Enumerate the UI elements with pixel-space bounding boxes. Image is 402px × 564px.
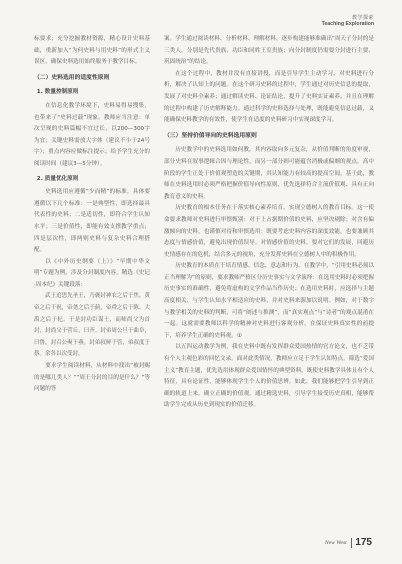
paragraph: 历史教育的本质在于培育情感、信念、意志和行为。在教学中，“引用史料必须以正当理解为”的原则，要求教师严格区分历史事实与文学演绎：在选用史料时必须把握历史事实的准确性，避免将虚构的文学作品当作历史；在选用史料时，应选择与主题高度相关、与学生认知水平相适应的史料，并对史料来源加以说明。例如，对于数字与教学相关的史料的判断，可将“阐述与推测”，而“真实观点”与“诗者”的观点混淆在一起。这就需要教师以科学的精神对史料进行客观分析，在保证史料真实性的前提下，培养学生正确的史料观。① (164, 263, 374, 339)
paragraph: 史料选用应遵循“少而精”的标准，具体要遵循以下几个标准：一是典型性，即选择最具代表性的史料；二是适切性，即符合学生认知水平；三是价值性，即能有效支撑教学重点；四是层次性，即两则史料与复杂史料合理搭配。 (34, 189, 150, 254)
page-number: 175 (355, 537, 372, 548)
paragraph: 以《中外历史纲要（上）》“早期中华文明”专题为例，涉及分封制度内容，精选《史记·周本纪》关键段落： (34, 258, 150, 288)
page-header (322, 16, 374, 27)
section-heading: （三）坚持价值导向的史料选用原则 (164, 132, 257, 139)
left-column (34, 34, 150, 396)
section-title-cn: 教学探索 (351, 15, 374, 21)
paragraph: 在信息化教学环境下，史料易得易搜集，也带来了“史料过载”现象。教师应当注意：单次呈现的史料篇幅不宜过长，以200—300字为宜；关键史料需放大字体（建议不小于24号字）；重点内容应做标注提示；给予学生充分的阅读时间（建议3—5分钟）。 (34, 102, 150, 167)
paragraph: 以五四运动教学为例，我在史料中既有发挥群众爱国热情的官方论文，也不乏带有个人主观色彩的回忆文录。面对此类情况，教师应立足于学生认知特点，筛选“爱国主义”教育主题，优先选用体现群众爱国情怀的典型资料，既使史料教学具体且有个人特征，具有论证性，能够体现学生个人的价值思辨。如此，我们能够把学生引导到正确的轨道上来，确立正确的价值观，通过精选史料，引导学生接受历史真相，能够帮助学生完成从历史到现实的价值迁移。 (164, 344, 374, 409)
subsection-heading: 2. 质量优化原则 (36, 175, 79, 182)
paragraph: 案。学生通过阅读材料、分析材料、理解材料，逐步构建能够准确出“周天子分封的是三类人，分别是先代贵族、功臣和同姓王室贵族；向分封制度仍需要分封进行主要、巩固统治”的结论。 (164, 36, 374, 66)
paragraph: 历史教育的根本任务在于落实核心素养培育，实现立德树人的教育目标。这一使命要求教师对史料进行审慎甄别：对于上占据期价值的史料，应坚决剔除；对含有偏激倾向的史料，也谨慎对待和审慎选用：既要考虑史料内容的深度效能，也要兼顾其态度与情感价值，避免出现价值误导。对情感价值的史料，要对它们的发展，回避历史情感存在的危机，结合多元的视角，充分发挥史料在立德树人中的积极作用。 (164, 205, 374, 258)
right-column (164, 34, 374, 412)
footer-divider (351, 538, 352, 548)
paragraph: 历史教学中的史料选用如何教，其内容取向多元复杂，从价值判断的角度审视，部分史料在叙事逻辑合因与理论性，而另一部分则可能蕴含消极或偏颇的观点。高中阶段的学生正处于价值观塑造的关键期，其认知能力有较高的提高空间。基于此，教师在史料选用时必须严格把握价值导向性原则，优先选择符合主流价值观、具有正向教育意义的史料。 (164, 147, 374, 200)
subsection-heading: 1. 数量控制原则 (36, 89, 79, 96)
section-heading: （二）史料选用的适度性原则 (34, 74, 110, 81)
paragraph: 标要求；充分挖掘教材资源，精心设计史料基础，重新加入“为何史料与用史料”的形式主义误区，确保史料选用始终服务于教学目标。 (34, 36, 150, 66)
paragraph: 在这个过程中，教材并没有直接讲授，而是引导学生主动学习，对史料进行分析，解决了认知上的问题。在这个研习史料的过程中，学生通过对历史信息的提取，发展了对史料全素养；通过解读史料、论证结论，提升了史料实证素养。并且在理解的过程中构建了历史解释能力。通过科学的史料选择与处理，既能避免信息过载，又能确保史料教学的有效性，使学生在适度的史料研习中实现深度学习。 (164, 70, 374, 124)
section-title-en: Teaching Exploration (321, 20, 374, 27)
page-footer (325, 537, 372, 548)
quoted-source-text: 武王追思先圣王，乃褒封神农之后于焦，黄帝之后于祝，帝尧之后于蓟，帝舜之后于陈，大禹之后于杞。于是封功臣谋士，而师尚父为首封，封尚父于营丘，曰齐。封弟周公旦于曲阜，曰鲁。封召公奭于燕。封弟叔鲜于管，弟叔度于蔡。余各以次受封。 (34, 293, 150, 358)
paragraph: 要求学生阅读材料，从材料中找出“被封赐的是哪几类人？”“周王分封的目的是什么？”等问题的答 (34, 363, 150, 393)
journal-brand: New West (325, 539, 347, 546)
